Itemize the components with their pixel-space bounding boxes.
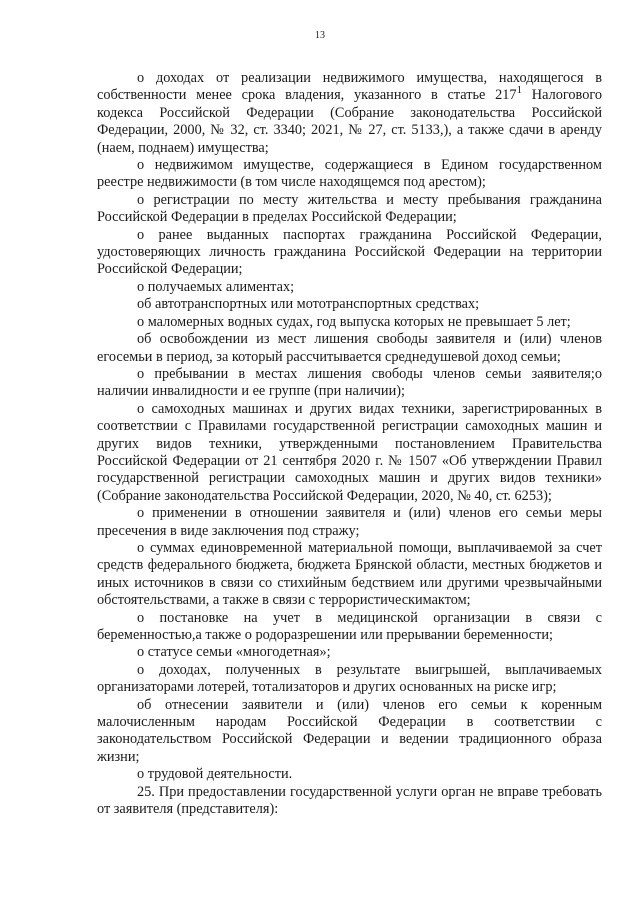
paragraph-residence-registration: о регистрации по месту жительства и месту пребывания гражданина Российской Федерации в пределах Российской Федерации; — [97, 191, 602, 226]
paragraph-self-propelled-machines: о самоходных машинах и других видах техники, зарегистрированных в соответствии с Правилами государственной регистрации самоходных машин и других видов техники, утвержденными постановлением Правительства Российской Федерации от 21 сентября 2020 г. № 1507 «Об утверждении Правил государственной регистрации самоходных машин и других видов техники» (Собрание законодательства Российской Федерации, 2020, № 40, ст. 6253); — [97, 400, 602, 504]
paragraph-text: о доходах от реализации недвижимого имущества, находящегося в собственности менее срока владения, указанного в статье 217 — [97, 70, 602, 104]
paragraph-detention-measure: о применении в отношении заявителя и (или) членов его семьи меры пресечения в виде заключения под стражу; — [97, 505, 602, 539]
footnote-mark: 1 — [516, 84, 523, 97]
page-number: 13 — [315, 30, 325, 41]
paragraph-employment: о трудовой деятельности. — [137, 766, 293, 783]
paragraph-lottery-winnings: о доходах, полученных в результате выигрышей, выплачиваемых организаторами лотерей, тотализаторов и других основанных на риске игр; — [97, 661, 602, 696]
document-body — [97, 70, 602, 818]
paragraph-alimony: о получаемых алиментах; — [137, 278, 295, 295]
paragraph-income-real-estate-sale — [97, 70, 602, 157]
paragraph-item-25: 25. При предоставлении государственной услуги орган не вправе требовать от заявителя (представителя): — [97, 783, 602, 818]
paragraph-imprisonment-disability: о пребывании в местах лишения свободы членов семьи заявителя;о наличии инвалидности и ее группе (при наличии); — [97, 365, 602, 400]
paragraph-release-from-prison: об освобождении из мест лишения свободы заявителя и (или) членов егосемьи в период, за который рассчитывается среднедушевой доход семьи; — [97, 331, 602, 365]
paragraph-large-family-status: о статусе семьи «многодетная»; — [137, 644, 331, 661]
paragraph-one-time-aid: о суммах единовременной материальной помощи, выплачиваемой за счет средств федерального бюджета, бюджета Брянской области, местных бюджетов и иных источников в связи со стихийным бедствием или другими чрезвычайными обстоятельствами, а также в связи с террористическимактом; — [97, 539, 602, 609]
paragraph-small-vessels: о маломерных водных судах, год выпуска которых не превышает 5 лет; — [137, 313, 571, 330]
paragraph-real-estate-registry: о недвижимом имуществе, содержащиеся в Едином государственном реестре недвижимости (в том числе находящемся под арестом); — [97, 157, 602, 191]
paragraph-pregnancy-registration: о постановке на учет в медицинской организации в связи с беременностью,а также о родоразрешении или прерывании беременности; — [97, 609, 602, 643]
paragraph-motor-vehicles: об автотранспортных или мототранспортных средствах; — [137, 296, 480, 313]
paragraph-indigenous-peoples: об отнесении заявители и (или) членов его семьи к коренным малочисленным народам Российской Федерации в соответствии с законодательством Российской Федерации и ведении традиционного образа жизни; — [97, 696, 602, 765]
paragraph-previous-passports: о ранее выданных паспортах гражданина Российской Федерации, удостоверяющих личность гражданина Российской Федерации на территории Российской Федерации; — [97, 226, 602, 278]
paragraph-text-continuation: Налогового кодекса Российской Федерации (Собрание законодательства Российской Федерации, 2000, № 32, ст. 3340; 2021, № 27, ст. 5133,), а также сдачи в аренду (наем, поднаем) имущества; — [97, 87, 602, 156]
